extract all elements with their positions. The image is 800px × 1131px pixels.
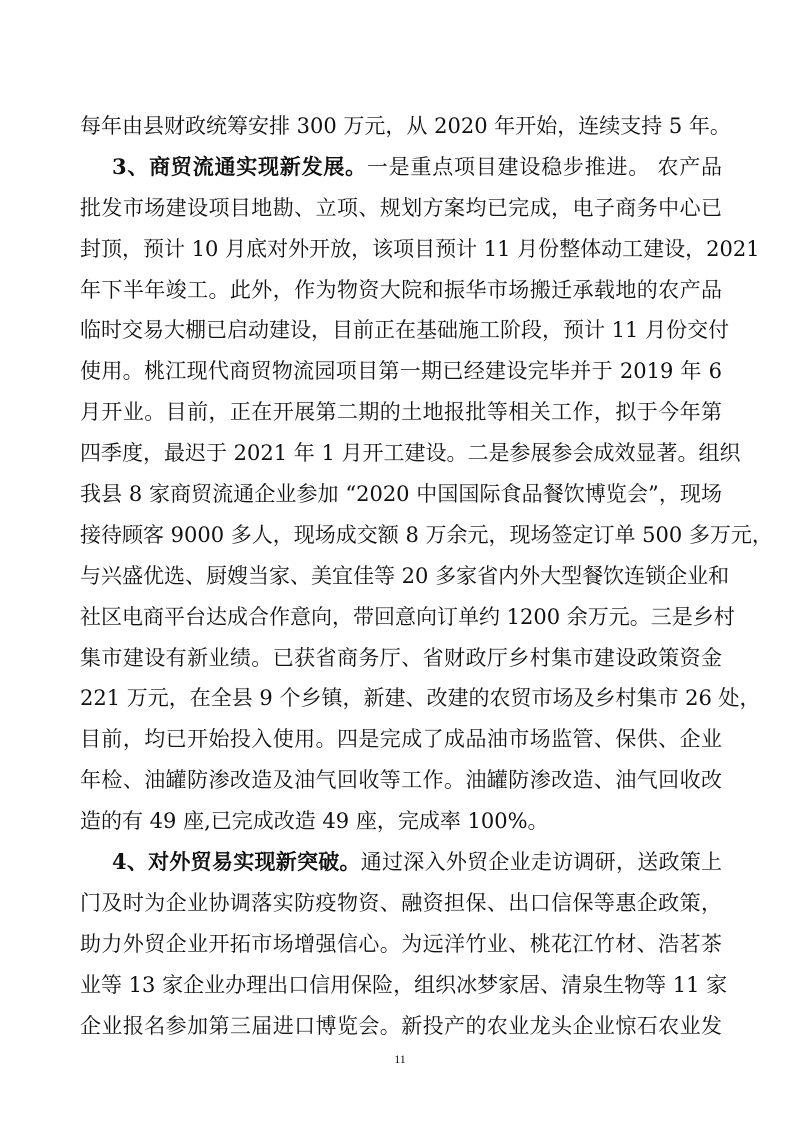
body-text: 与兴盛优选、厨嫂当家、美宜佳等 20 多家省内外大型餐饮连锁企业和 xyxy=(80,563,730,588)
text-line xyxy=(80,474,722,515)
text-line xyxy=(80,310,730,351)
text-line xyxy=(80,924,722,965)
text-line xyxy=(80,433,741,474)
text-line xyxy=(80,556,730,597)
text-line xyxy=(80,597,735,638)
body-text: 造的有 49 座,已完成改造 49 座，完成率 100%。 xyxy=(80,809,549,834)
text-line xyxy=(80,678,761,719)
text-line xyxy=(80,760,722,801)
body-text: 年检、油罐防渗改造及油气回收等工作。油罐防渗改造、油气回收改 xyxy=(80,768,722,793)
body-text: 目前，均已开始投入使用。四是完成了成品油市场监管、保供、企业 xyxy=(80,727,722,752)
body-text: 社区电商平台达成合作意向，带回意向订单约 1200 余万元。三是乡村 xyxy=(80,604,735,629)
text-line xyxy=(80,106,731,147)
body-text: 业等 13 家企业办理出口信用保险，组织冰梦家居、清泉生物等 11 家 xyxy=(80,972,728,997)
text-line xyxy=(80,229,760,270)
body-text: 通过深入外贸企业走访调研，送政策上 xyxy=(360,850,722,875)
page-number: 11 xyxy=(394,1052,406,1066)
text-line xyxy=(80,801,722,842)
paragraph-first-line xyxy=(80,147,722,188)
body-text: 助力外贸企业开拓市场增强信心。为远洋竹业、桃花江竹材、浩茗茶 xyxy=(80,931,722,956)
text-line xyxy=(80,515,773,556)
body-text: 集市建设有新业绩。已获省商务厅、省财政厅乡村集市建设政策资金 xyxy=(80,645,722,670)
body-text: 企业报名参加第三届进口博览会。新投产的农业龙头企业惊石农业发 xyxy=(80,1013,722,1038)
section-heading: 4、对外贸易实现新突破。 xyxy=(112,849,361,875)
text-line xyxy=(80,270,722,311)
section-heading: 3、商贸流通实现新发展。 xyxy=(112,153,367,179)
body-text: 年下半年竣工。此外，作为物资大院和振华市场搬迁承载地的农产品 xyxy=(80,277,722,302)
text-line xyxy=(80,1006,722,1047)
text-line xyxy=(80,883,722,924)
body-text: 一是重点项目建设稳步推进。 农产品 xyxy=(366,154,722,179)
body-text: 我县 8 家商贸流通企业参加 “2020 中国国际食品餐饮博览会”，现场 xyxy=(80,482,722,507)
body-text: 批发市场建设项目地勘、立项、规划方案均已完成，电子商务中心已 xyxy=(80,195,722,220)
paragraph-first-line xyxy=(80,842,722,883)
body-text: 月开业。目前，正在开展第二期的土地报批等相关工作，拟于今年第 xyxy=(80,400,722,425)
text-line xyxy=(80,392,722,433)
text-line xyxy=(80,351,722,392)
body-text: 临时交易大棚已启动建设，目前正在基础施工阶段，预计 11 月份交付 xyxy=(80,318,730,343)
text-line xyxy=(80,188,722,229)
text-line xyxy=(80,719,722,760)
text-line xyxy=(80,965,728,1006)
body-text: 门及时为企业协调落实防疫物资、融资担保、出口信保等惠企政策， xyxy=(80,890,722,915)
body-text: 四季度，最迟于 2021 年 1 月开工建设。二是参展参会成效显著。组织 xyxy=(80,441,741,466)
body-text: 221 万元，在全县 9 个乡镇，新建、改建的农贸市场及乡村集市 26 处， xyxy=(80,686,761,711)
text-line xyxy=(80,638,722,679)
body-text: 接待顾客 9000 多人，现场成交额 8 万余元，现场签定订单 500 多万元， xyxy=(80,522,773,547)
body-text: 封顶，预计 10 月底对外开放，该项目预计 11 月份整体动工建设，2021 xyxy=(80,236,760,261)
body-text: 每年由县财政统筹安排 300 万元，从 2020 年开始，连续支持 5 年。 xyxy=(80,114,731,138)
body-text: 使用。桃江现代商贸物流园项目第一期已经建设完毕并于 2019 年 6 xyxy=(80,359,722,384)
document-body xyxy=(80,106,773,1046)
